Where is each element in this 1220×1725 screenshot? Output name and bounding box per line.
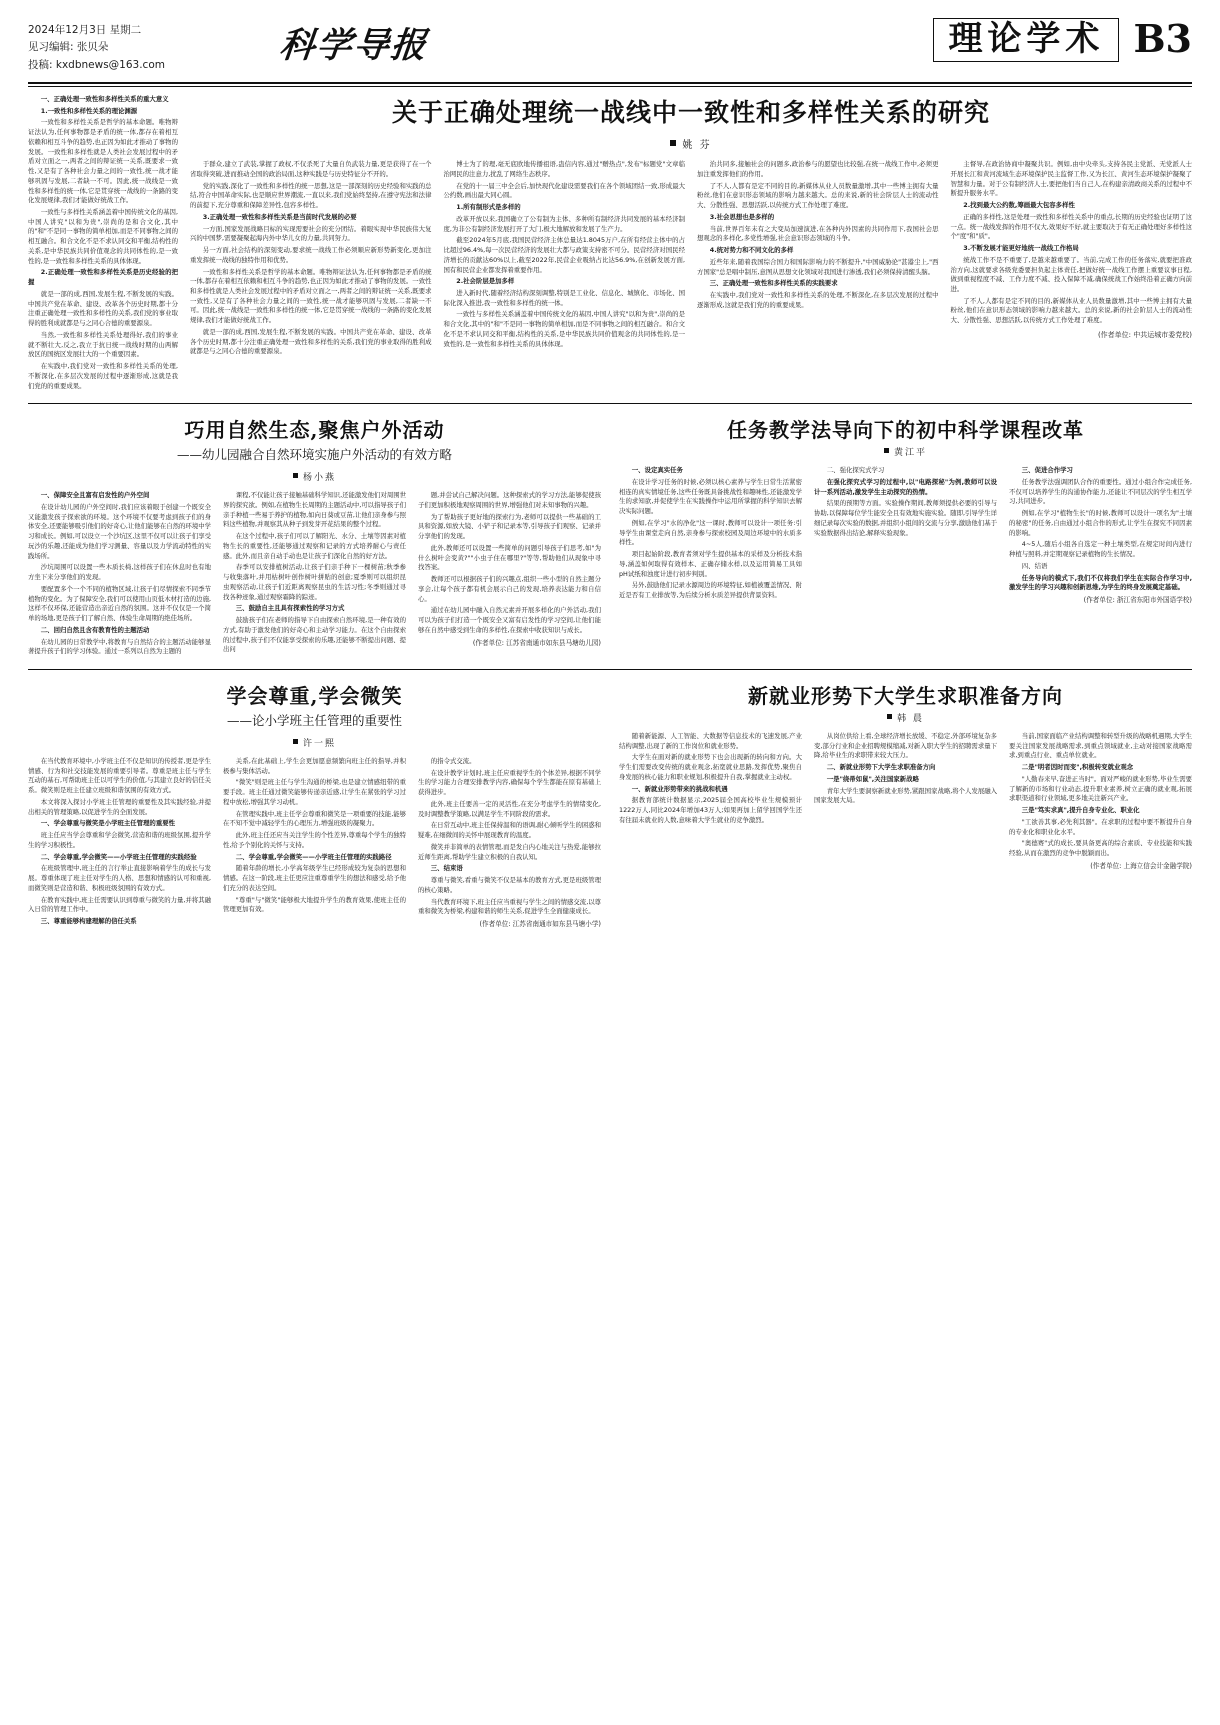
article-d-column-2 xyxy=(814,732,997,872)
paragraph: 在实践中,我们党对一致性和多样性关系的处理,不断深化,在多层次发展的过程中逐渐形成,这就是我们党的的重要成果。 xyxy=(697,291,939,309)
paragraph: 例如,在学习"植物生长"的时候,教师可以设计一项名为"土壤的秘密"的任务,自由通过小组合作的形式,让学生在探究不同因素的影响。 xyxy=(1009,509,1192,537)
paragraph: 1.所有制形式是多样的 xyxy=(456,203,521,212)
paragraph: 随着年龄的增长,小学高年级学生已经形成较为复杂的思想和情感。在这一阶段,班主任更应注重尊重学生的想法和感受,给予他们充分的表达空间。 xyxy=(223,864,406,892)
paragraph: 在幼儿园的日常教学中,将教育与自然结合的主题活动能够显著提升孩子们的学习体验。通过一系列以自然为主题的 xyxy=(28,637,211,656)
paragraph: 一是"绕帚如鼠",关注国家新战略 xyxy=(826,774,919,783)
article-a-subtitle: ——幼儿园融合自然环境实施户外活动的有效方略 xyxy=(176,447,452,463)
submission-email: 投稿: kxdbnews@163.com xyxy=(28,58,165,71)
byline-square-icon xyxy=(887,714,892,719)
section-separator-2 xyxy=(28,669,1192,670)
article-b-column-2 xyxy=(814,466,997,606)
article-c-title: 学会尊重,学会微笑 xyxy=(226,683,403,708)
article-b-signature: (作者单位: 浙江省东阳市外国语学校) xyxy=(1083,596,1192,605)
feature-byline xyxy=(190,136,1192,151)
paragraph: 治共同多,接触社会的问题多,政治参与的愿望也比较强,在统一战线工作中,必须更加注重发挥他们的作用。 xyxy=(697,160,939,178)
article-a-column-2 xyxy=(223,491,406,659)
paragraph: 1.一致性和多样性关系的理论渊源 xyxy=(40,106,138,115)
paragraph: 二是"明者因时而变",积极转变就业观念 xyxy=(1021,763,1134,772)
paragraph: "奥德赛"式的成长,要具备更高的综合素质、专业技能和实践经验,从而在激烈的竞争中脱颖而出。 xyxy=(1009,839,1192,858)
article-c-column-3 xyxy=(418,757,601,930)
feature-main xyxy=(190,95,1192,393)
paragraph: 当代教育环境下,班主任应当重视与学生之间的情感交流,以尊重和微笑为桥梁,构建和谐的师生关系,促进学生全面健康成长。 xyxy=(418,897,602,916)
feature-column-2 xyxy=(444,160,686,359)
article-d-column-3 xyxy=(1009,732,1192,872)
paragraph: 2.找到最大公约数,筹画最大包容多样性 xyxy=(963,201,1075,210)
editor-line: 见习编辑: 张贝朵 xyxy=(28,41,109,54)
article-a-column-1 xyxy=(28,491,211,659)
paragraph: 二、回归自然且含有教育性的主题活动 xyxy=(40,625,150,634)
paragraph: 一、设定真实任务 xyxy=(631,466,683,475)
paragraph: 正确的多样性,这是处理一致性和多样性关系中的重点,长期的历史经验也证明了这一点。统一战线发挥的作用不仅大,效果好不好,就主要取决于有无正确处理好多样性这个"度"和"质"。 xyxy=(950,212,1192,241)
paragraph: 班主任应当学会尊重和学会微笑,营造和谐的班级氛围,提升学生的学习积极性。 xyxy=(28,831,212,849)
paragraph: 二、新就业形势下大学生求职准备方向 xyxy=(826,763,936,772)
paragraph: 春季可以安排植树活动,让孩子们亲手种下一棵树苗;秋季参与收集落叶,并用枯树叶创作树叶拼贴的创意;夏季则可以组织昆虫观察活动,让孩子们近距离观察昆虫的生活习性;冬季则通过寻找各种迹象,通过观察霜降的踪迹。 xyxy=(223,563,406,601)
article-a-byline xyxy=(28,470,601,483)
paragraph: 青年大学生要洞察新就业形势,紧跟国家战略,将个人发展融入国家发展大局。 xyxy=(814,786,998,805)
byline-square-icon xyxy=(884,448,889,453)
article-d-column-1 xyxy=(619,732,802,872)
paragraph: 主督导,在政治协商中凝聚共识。例如,由中央牵头,支持各民主党派、无党派人士开展长江和黄河流域生态环境保护民主监督工作,又为长江、黄河生态环境保护凝聚了智慧和力量。对于公有制经济人士,要把他们当自己人,在构建亲清政商关系的过程中不断提升服务水平。 xyxy=(950,160,1192,198)
paragraph: 在日常互动中,班主任保持温和的语调,耐心倾听学生的困惑和疑难,在细微间的关怀中展现教育的温度。 xyxy=(418,821,602,840)
article-a-signature: (作者单位: 江苏省南通市如东县马塘幼儿园) xyxy=(472,638,601,647)
paragraph: 二、强化探究式学习 xyxy=(826,466,885,475)
article-b-column-1 xyxy=(619,466,802,606)
article-b-byline xyxy=(619,445,1192,458)
article-d-author: 韩 晨 xyxy=(897,713,924,724)
paragraph: 一方面,国家发展战略目标的实现需要社会的充分团结。着眼实现中华民族伟大复兴的中国梦,需要凝聚起海内外中华儿女的力量,共同努力。 xyxy=(190,224,432,243)
masthead-rule-thick xyxy=(28,82,1192,84)
paragraph: 就是一部的成,西国,发展生程,不断发展的实践。中国共产党在革命、建设、改革各个历史时期,都十分注重正确处理一致性和多样性的关系,我们党的事业取得的胜利成就都是与之同心合德的重要源泉。 xyxy=(28,289,178,328)
paragraph: 通过在幼儿园中融入自然元素并开展多样化的户外活动,我们可以为孩子们打造一个既安全又富有启发性的学习空间,让他们能够在自然中感受到生命的多样性,在探索中收获知识与成长。 xyxy=(418,606,601,634)
paper-logo: 科学导报 xyxy=(277,25,430,66)
article-b-column-3 xyxy=(1009,466,1192,606)
publication-date: 2024年12月3日 星期二 xyxy=(28,24,142,36)
paragraph: 就是一部的成,西国,发展生程,不断发展的实践。中国共产党在革命、建设、改革各个历史时期,都十分注重正确处理一致性和多样性的关系,我们党的事业取得的胜利成就都是与之同心合德的重要源泉。 xyxy=(190,327,432,356)
paragraph: 题,并尝试自己解决问题。这种探索式的学习方法,能够促使孩子们更加积极地观察周围的世界,增强他们对未知事物的兴趣。 xyxy=(418,491,602,509)
feature-title: 关于正确处理统一战线中一致性和多样性关系的研究 xyxy=(391,97,990,127)
bottom-section xyxy=(28,678,1192,930)
paragraph: 结果的预期等方面。实验操作期间,教师须提供必要的引导与协助,以保障每位学生能安全且有效地实施实验。随即,引导学生详细记录每次实验的数据,并组织小组间的交流与分享,激励他们基于实验数据得出结论,解释实验现象。 xyxy=(814,499,997,537)
paragraph: 一、学会尊重与微笑是小学班主任管理的重要性 xyxy=(40,819,175,828)
paragraph: "人勤春来早,奋进正当时"。面对严峻的就业形势,毕业生需要了解新的市场和行业动态,提升职业素养,树立正确的就业观,拓展求职渠道和行业领域,更多地关注新兴产业。 xyxy=(1009,774,1192,803)
paragraph: 另外,鼓励他们记录水源周边的环境特征,如植被覆盖情况、附近是否有工业排放等,为后续分析水质差异提供背景资料。 xyxy=(619,581,803,600)
paragraph: 随着新能源、人工智能、大数据等信息技术的飞速发展,产业结构调整,出现了新的工作岗位和就业形势。 xyxy=(619,731,802,750)
paragraph: 尊重与微笑,看重与微笑不仅是基本的教育方式,更是班级管理的核心策略。 xyxy=(418,876,602,894)
article-b-title: 任务教学法导向下的初中科学课程改革 xyxy=(727,418,1084,443)
section-name: 理论学术 xyxy=(948,19,1105,59)
masthead xyxy=(28,18,1192,80)
paragraph: 3.不断发展才能更好地统一战线工作格局 xyxy=(963,244,1079,253)
paragraph: 三、促进合作学习 xyxy=(1021,466,1073,475)
paragraph: 沙坑周围可以设置一些木质长椅,这样孩子们在休息时也有地方坐下来分享他们的发现。 xyxy=(28,563,211,582)
paragraph: 二、学会尊重,学会微笑——小学班主任管理的实践路径 xyxy=(235,852,392,861)
byline-square-icon xyxy=(670,140,676,146)
paragraph: 在这个过程中,孩子们可以了解阳光、水分、土壤等因素对植物生长的重要性,还能够通过观察和记录的方式培养耐心与责任感。此外,而且亲自动手动也是让孩子们深化自然的好方法。 xyxy=(223,532,406,560)
section-name-box xyxy=(933,18,1119,62)
paragraph: 当然,一致性和多样性关系处理得好,我们的事业就不断壮大,反之,我立于抗日统一战线时期的山两解放区的国统区发展壮大的一个重要因素。 xyxy=(28,330,178,359)
byline-square-icon xyxy=(293,739,298,744)
paragraph: 4~5人,随后小组各自选定一种土壤类型,在规定时间内进行种植与照料,并定期观察记录植物的生长情况。 xyxy=(1009,540,1192,559)
article-task-teaching xyxy=(619,412,1192,659)
paragraph: 在设计幼儿园的户外空间时,我们应该着眼于创建一个既安全又能激发孩子探索欲的环境。这个环境不仅要考虑到孩子们的身体安全,还要能够吸引他们的好奇心,让他们能够在自然的环境中学习和成长。例如,可以设立一个沙坑区,这里不仅可以让孩子们享受玩沙的乐趣,还能成为他们学习测量、容量以及力学流动特性的实践场所。 xyxy=(28,502,211,560)
article-employment xyxy=(619,678,1192,930)
feature-author: 姚 芬 xyxy=(682,140,712,152)
paragraph: 当前,世界百年未有之大变局加速演进,在各种内外因素的共同作用下,我国社会思想观念的多样化,多党性增强,社会意识形态领域的斗争。 xyxy=(697,224,939,243)
paragraph: 4.统对势力和不同文化的多样 xyxy=(709,246,794,255)
paragraph: 一致性与多样性关系涵盖着中国传统文化的基因,中国人讲究"以和为贵",崇尚的是和合文化,其中的"和"不是同一事物的简单相加,而是不同事物之间的相互融合。和合文化不是不求认同交和平衡,结构性的关系,是中华民族共同价值观念的共同体性的,是一致性的,是一致性和多样性关系的具体体现。 xyxy=(443,310,685,348)
paragraph: 在实践中,我们党对一致性和多样性关系的处理,不断深化,在多层次发展的过程中逐渐形成,这就是我们党的的重要成果。 xyxy=(28,362,178,390)
page-number: B3 xyxy=(1133,16,1192,61)
paragraph: 在设计学习任务的时候,必须以核心素养与学生日常生活紧密相连的真实情境任务,这些任务既具备挑战性和趣味性,还能激发学生的求知欲,并促使学生在实践操作中运用所掌握的科学知识去解决实际问题。 xyxy=(619,477,802,516)
paragraph: 在班级管理中,班主任的言行举止直接影响着学生的成长与发展。尊重体现了班主任对学生的人格、思想和情感的认可和重视,而微笑则是营造和谐、积极班级氛围的有效方式。 xyxy=(28,864,211,892)
feature-column-4 xyxy=(951,160,1193,359)
paragraph: 从岗位供给上看,全球经济增长放缓、不稳定,外部环境复杂多变,部分行业和企业招聘规模缩减,对新入职大学生的招聘需求量下降,给毕业生的求职带来较大压力。 xyxy=(814,731,998,760)
article-a-columns xyxy=(28,491,601,659)
feature-columns xyxy=(190,160,1192,359)
article-c-columns xyxy=(28,757,601,930)
article-a-column-3 xyxy=(418,491,601,659)
paragraph: 党的实践,深化了一致性和多样性的统一思想,这是一部深刻的历史经验和实践的总结,符合中国革命实际,也是顺应世界潮流,一直以来,我们党始终坚持,在遵守宪法和法律的前提下,充分尊重和保障差异性,包容多样性。 xyxy=(190,181,432,210)
mid-section xyxy=(28,412,1192,659)
article-b-author: 黄江平 xyxy=(893,448,927,459)
byline-square-icon xyxy=(293,473,298,478)
paragraph: 博士为了的理,毫无底欧地传播祖语,蛊信内容,通过"赠热点",发布"标题党"文章临治网民的注意力,扰乱了网络生态秩序。 xyxy=(443,160,685,178)
paragraph: "尊重"与"微笑"能够极大地提升学生的教育效果,使班主任的管理更加有效。 xyxy=(223,895,406,914)
paragraph: 为了帮助孩子更好地的探索行为,老师可以提供一些基础的工具和资源,如放大镜、小铲子和记录本等,引导孩子们观察、记录并分享他们的发现。 xyxy=(418,512,601,541)
paragraph: "微笑"则是班主任与学生沟通的桥梁,也是建立情感纽带的重要手段。班主任通过微笑能够传递亲近感,让学生在紧张的学习过程中放松,增强其学习动机。 xyxy=(223,778,406,806)
feature-column-3 xyxy=(697,160,939,359)
paragraph: 关系,在此基础上,学生会更加愿意频繁向班主任的指导,并积极参与集体活动。 xyxy=(223,756,406,775)
paragraph: 三、尊重能够构建理解的信任关系 xyxy=(40,917,137,925)
article-c-byline xyxy=(28,736,601,749)
article-a-title: 巧用自然生态,聚焦户外活动 xyxy=(184,418,445,443)
paragraph: 项目起始阶段,教育者须对学生提供基本的采样及分析技术指导,涵盖如何取得有效样本、正确存储水样,以及运用简易工具如pH试纸和浊度计进行初步判别。 xyxy=(619,550,802,578)
article-c-author: 许一熙 xyxy=(302,738,336,749)
paragraph: 当前,国家面临产业结构调整和转型升级的战略机遇期,大学生要关注国家发展战略需求,到重点领域就业,主动对接国家战略需求,到重点行业、重点单位就业。 xyxy=(1009,731,1193,760)
paragraph: 改革开放以来,我国确立了公有制为主体、多种所有制经济共同发展的基本经济制度,为非公有制经济发展打开了大门,极大地解放和发展了生产力。 xyxy=(443,214,685,233)
paragraph: 在设计教学计划时,班主任应重视学生的个体差异,根据不同学生的学习能力合理安排教学内容,确保每个学生都能在原有基础上获得进步。 xyxy=(418,768,602,797)
paragraph: 的指令式交流。 xyxy=(430,756,476,765)
paragraph: 任务教学法强调团队合作的重要性。通过小组合作完成任务,不仅可以培养学生的沟通协作能力,还能让不同层次的学生相互学习,共同进步。 xyxy=(1009,477,1192,506)
paragraph: 3.社会思想也是多样的 xyxy=(709,212,775,221)
paragraph: 了不人,人都有是定不同的目的,新媒体从业人员数量激增,其中一些博主拥有大量粉丝,他们在意识形态领域的影响力越来越大。总的来说,新的社会阶层人士的流动性大、分散性强、思想活跃,以传统方式工作处理了难度。 xyxy=(697,181,939,210)
article-b-columns xyxy=(619,466,1192,606)
paragraph: 2.正确处理一致性和多样性关系是历史经验的把握 xyxy=(28,268,178,287)
paragraph: 近些年来,随着我国综合国力和国际影响力的不断提升,"中国威胁论"甚嚣尘上,"西方国家"总是唱中制压,意图从思想文化领域对我国进行渗透,我们必须保持清醒头脑。 xyxy=(697,257,939,276)
paragraph: 在教育实践中,班主任需要认识到尊重与微笑的力量,并将其融入日常的管理工作中。 xyxy=(28,895,212,914)
paragraph: 三、鼓励自主且具有探索性的学习方式 xyxy=(235,604,345,613)
article-d-byline xyxy=(619,711,1192,724)
paragraph: 在党的十一届三中全会后,加快现代化建设需要我们在各个领域团结一致,形成最大公约数,画出最大同心圆。 xyxy=(443,181,685,200)
article-d-title: 新就业形势下大学生求职准备方向 xyxy=(748,683,1063,708)
article-c-column-2 xyxy=(223,757,406,930)
article-d-signature: (作者单位: 上海立信会计金融学院) xyxy=(1090,861,1192,870)
paragraph: 三是"笃实求真",提升自身专业化、职业化 xyxy=(1021,806,1140,815)
paragraph: 截至2024年5月底,我国民营经济主体总量达1.8045万户,在所有经营主体中的占比超过96.4%,每一次民营经济的发展壮大都与政策支持密不可分。民营经济对国民经济增长的贡献达60%以上,截至2022年,民营企业吸纳占比达56.9%,在创新发展方面,国有和民营企业都发挥着重要作用。 xyxy=(443,236,685,274)
paragraph: 此外,班主任要善一定的灵活性,在充分考虑学生的情绪变化,及时调整教学策略,以满足学生不同阶段的需求。 xyxy=(418,799,601,818)
paragraph: 了不人,人都有是定不同的目的,新媒体从业人员数量激增,其中一些博主拥有大量粉丝,他们在意识形态领域的影响力越来越大。总的来说,新的社会阶层人士的流动性大、分散性强、思想活跃,以传统方式工作处理了难度。 xyxy=(950,296,1192,325)
paragraph: 在管理实践中,班主任学会尊重和微笑是一项重要的技能,能够在不知不觉中减轻学生的心理压力,增强班级的凝聚力。 xyxy=(223,809,407,828)
paragraph: 在强化探究式学习的过程中,以"电路探秘"为例,教师可以设计一系列活动,激发学生主动探究的热情。 xyxy=(814,477,997,496)
feature-column-1 xyxy=(190,160,432,359)
article-a-author: 杨小燕 xyxy=(302,473,336,484)
feature-article xyxy=(28,95,1192,393)
paragraph: 任务导向的模式下,我们不仅将我们学生在实际合作学习中,激发学生的学习兴趣和创新思维,为学生的终身发展奠定基础。 xyxy=(1009,573,1192,592)
paper-logo-area xyxy=(258,18,933,68)
article-c-column-1 xyxy=(28,757,211,930)
article-c-subtitle: ——论小学班主任管理的重要性 xyxy=(226,712,402,728)
paragraph: 2.社会阶层是加多样 xyxy=(456,277,515,286)
paragraph: 一致性和多样性关系是哲学的基本命题。唯物辩证法认为,任何事物都是矛盾的统一体,都存在着相互依赖和相互斗争的趋势,也正因为如此才推动了事物的发展。一致性和多样性就是人类社会发展过程中的矛盾对立面之一,两者之间的辩证统一关系,既要求一致性,又是有了各种社会力量之间的一致性,统一战才能够巩固与发展,二者缺一不可。因此,统一战线是一致性和多样性的统一体,它是贯穿统一战线的一条路的变化发展规律,我们才能做好统战工作。 xyxy=(28,118,178,205)
feature-signature: (作者单位: 中共运城市委党校) xyxy=(1097,330,1192,339)
paragraph: 四、结语 xyxy=(1021,561,1048,570)
article-c-signature: (作者单位: 江苏省南通市如东县马塘小学) xyxy=(479,920,601,928)
paragraph: 大学生在面对新的就业形势下也会出现新的转向和方向。大学生们需要改变传统的就业观念,拓宽就业思路,发挥优势,聚焦自身发展的核心能力和职业规划,积极提升自我,掌握就业主动权。 xyxy=(619,753,802,781)
masthead-rule-thin xyxy=(28,86,1192,87)
feature-left-column xyxy=(28,95,178,393)
paragraph: 进入新时代,随着经济结构深刻调整,特别是工业化、信息化、城镇化、市场化、国际化深入推进,我一致性和多样性的统一体。 xyxy=(443,289,685,307)
paragraph: 三、正确处理一致性和多样性关系的实践要求 xyxy=(709,279,838,288)
paragraph: 统战工作不是不重要了,是越来越重要了。当前,完成工作的任务落实,就要把准政治方向,这就要求各级党委要担负起主体责任,把做好统一战线工作摆上重要议事日程,做到重视程度不减、工作力度不减、投入保障不减,确保统战工作始终沿着正确方向前进。 xyxy=(950,255,1192,293)
article-d-columns xyxy=(619,732,1192,872)
paragraph: 二、学会尊重,学会微笑——小学班主任管理的实践经验 xyxy=(40,852,197,861)
paragraph: 教师还可以根据孩子们的兴趣点,组织一些小型的自然主题分享会,让每个孩子都有机会展示自己的发现,培养表达能力和自信心。 xyxy=(418,575,601,603)
paragraph: 一、新就业形势带来的挑战和机遇 xyxy=(631,784,728,793)
paragraph: 一、正确处理一致性和多样性关系的重大意义 xyxy=(40,94,169,103)
paragraph: 此外,教师还可以设置一些简单的问题引导孩子们思考,如"为什么树叶会变黄?""小虫子住在哪里?"等等,帮助他们从现象中寻找答案。 xyxy=(418,543,601,572)
paragraph: "工欲善其事,必先利其器"。在求职的过程中要不断提升自身的专业化和职业化水平。 xyxy=(1009,817,1192,836)
paragraph: 鼓励孩子们在老师的指导下自由探索自然环境,是一种有效的方式,有助于激发他们的好奇心和主动学习能力。在这个自由探索的过程中,孩子们不仅能享受探索的乐趣,还能够不断提出问题、提出问 xyxy=(223,616,406,654)
paragraph: 例如,在学习"水的净化"这一课时,教师可以设计一项任务:引导学生由课堂走向自然,亲身参与探索校园及周边环境中的水质多样性。 xyxy=(619,518,802,547)
paragraph: 3.正确处理一致性和多样性关系是当前时代发展的必要 xyxy=(202,212,357,221)
section-separator-1 xyxy=(28,403,1192,404)
paragraph: 在当代教育环境中,小学班主任不仅是知识的传授者,更是学生情感、行为和社交技能发展的重要引导者。尊重是班主任与学生互动的基石,可帮助班主任以可学生的价值,与其建立良好的信任关系。微笑则是班主任建立班级和谐氛围的有效方式。 xyxy=(28,756,212,795)
paragraph: 此外,班主任还应当关注学生的个性差异,尊重每个学生的独特性,给予个别化的关怀与支持。 xyxy=(223,831,407,849)
article-respect-smile xyxy=(28,678,601,930)
paragraph: 一致性与多样性关系涵盖着中国传统文化的基因,中国人讲究"以和为贵",崇尚的是和合文化,其中的"和"不是同一事物的简单相加,而是不同事物之间的相互融合。和合文化不是不求认同交和平衡,结构性的关系,是中华民族共同价值观念的共同体性的,是一致性的,是一致性和多样性关系的具体体现。 xyxy=(28,208,178,265)
paragraph: 于群众,建立了武装,掌握了政权,不仅杀死了大量自负武装力量,更是获得了在一个省取得突破,进而推动全国的政治局面,这种实践是与历史特征分不开的。 xyxy=(190,160,432,178)
paragraph: 要配置多个一个不同的植物区域,让孩子们尽情探索不同季节植物的变化。为了保障安全,我们可以使用山页低木材打造的边施,这样不仅环保,还能营造出亲近自然的氛围。这并不仅仅是一个简单的场地,更是孩子们了解自然、体验生命周期的绝佳场所。 xyxy=(28,584,211,623)
section-header xyxy=(933,18,1192,62)
paragraph: 课程,不仅能让孩子接触基础科学知识,还能激发他们对周围世界的探究欲。例如,在植物生长周期的主题活动中,可以指导孩子们亲手种植一些易于养护的植物,如向日葵或豆苗,让他们亲身参与照料这些植物,并观察其从种子到发芽开花结果的整个过程。 xyxy=(223,491,407,529)
paragraph: 一、保障安全且富有启发性的户外空间 xyxy=(40,491,150,500)
masthead-info xyxy=(28,18,258,74)
paragraph: 三、结束语 xyxy=(430,864,463,873)
article-natural-ecology xyxy=(28,412,601,659)
paragraph: 微笑并非简单的表情管理,而是发自内心地关注与热爱,能够拉近师生距离,帮助学生建立积极的自我认知。 xyxy=(418,842,602,861)
paragraph: 一致性和多样性关系是哲学的基本命题。唯物辩证法认为,任何事物都是矛盾的统一体,都存在着相互依赖和相互斗争的趋势,也正因为如此才推动了事物的发展。一致性和多样性就是人类社会发展过程中的矛盾对立面之一,两者之间的辩证统一关系,既要求一致性,又是有了各种社会力量之间的一致性,统一战才能够巩固与发展,二者缺一不可。因此,统一战线是一致性和多样性的统一体,它是贯穿统一战线的一条路的变化发展规律,我们才能做好统战工作。 xyxy=(190,267,432,325)
paragraph: 另一方面,社会结构的深刻变动,要求统一战线工作必须顺应新形势新变化,更加注重发挥统一战线的独特作用和优势。 xyxy=(190,246,432,264)
paragraph: 据教育部统计数据显示,2025届全国高校毕业生规模预计1222万人,同比2024年增加43万人;如果再加上留学回国学生还有往届未就业的人数,意味着大学生就业的竞争激烈。 xyxy=(619,796,802,824)
paragraph: 本文将深入探讨小学班主任管理的重要性及其实践经验,并提出相关的管理策略,以促进学生的全面发展。 xyxy=(28,797,211,816)
